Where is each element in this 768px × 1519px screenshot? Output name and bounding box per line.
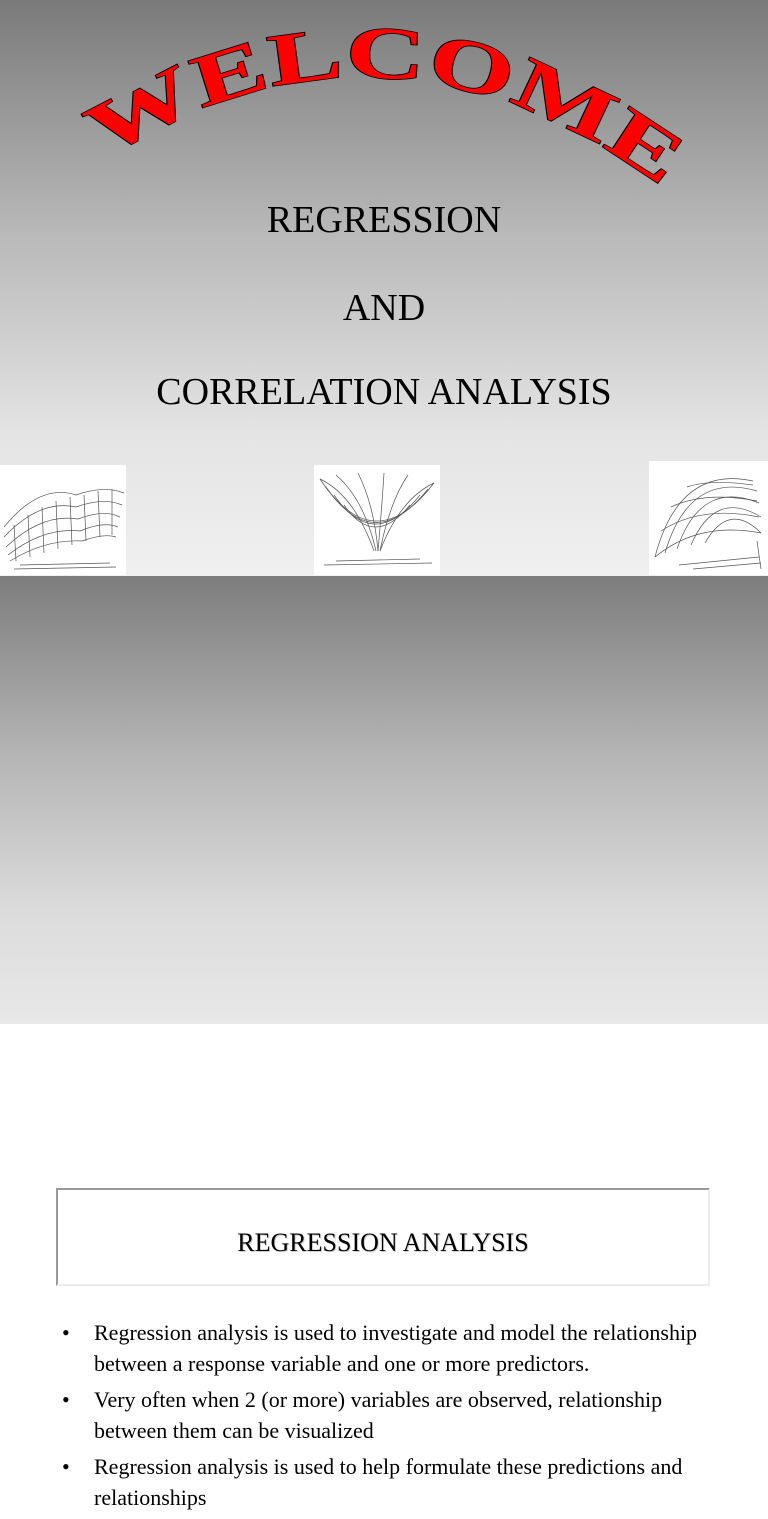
heading-box <box>56 1188 710 1286</box>
bullet-item <box>62 1385 712 1446</box>
welcome-wordart <box>0 0 768 200</box>
regression-analysis-slide <box>0 576 768 1510</box>
bullet-item <box>62 1452 712 1513</box>
bullet-icon: • <box>62 1387 70 1412</box>
bowl-surface-image <box>314 465 440 575</box>
bullet-icon: • <box>62 1454 70 1479</box>
bullet-text: Regression analysis is used to help formulate these predictions and relationships <box>94 1454 683 1510</box>
saddle-surface-image <box>0 465 126 575</box>
bullet-text: Very often when 2 (or more) variables are observed, relationship between them can be visualized <box>94 1387 663 1443</box>
bullet-item <box>62 1318 712 1379</box>
saddle-surface-icon <box>0 465 126 575</box>
bowl-surface-icon <box>314 465 440 575</box>
title-line-and: AND <box>342 287 426 329</box>
title-line-correlation-analysis: CORRELATION ANALYSIS <box>156 371 612 413</box>
bullet-text: Regression analysis is used to investigate and model the relationship between a response variable and one or more predictors. <box>94 1320 698 1376</box>
welcome-text: WELCOME <box>72 10 679 188</box>
dome-surface-image <box>649 461 768 575</box>
bullet-list <box>62 1318 712 1519</box>
title-slide <box>0 0 768 576</box>
bullet-icon: • <box>62 1320 70 1345</box>
title-line-regression: REGRESSION <box>266 199 502 241</box>
slide-heading: REGRESSION ANALYSIS <box>237 1228 529 1257</box>
dome-surface-icon <box>649 461 768 575</box>
